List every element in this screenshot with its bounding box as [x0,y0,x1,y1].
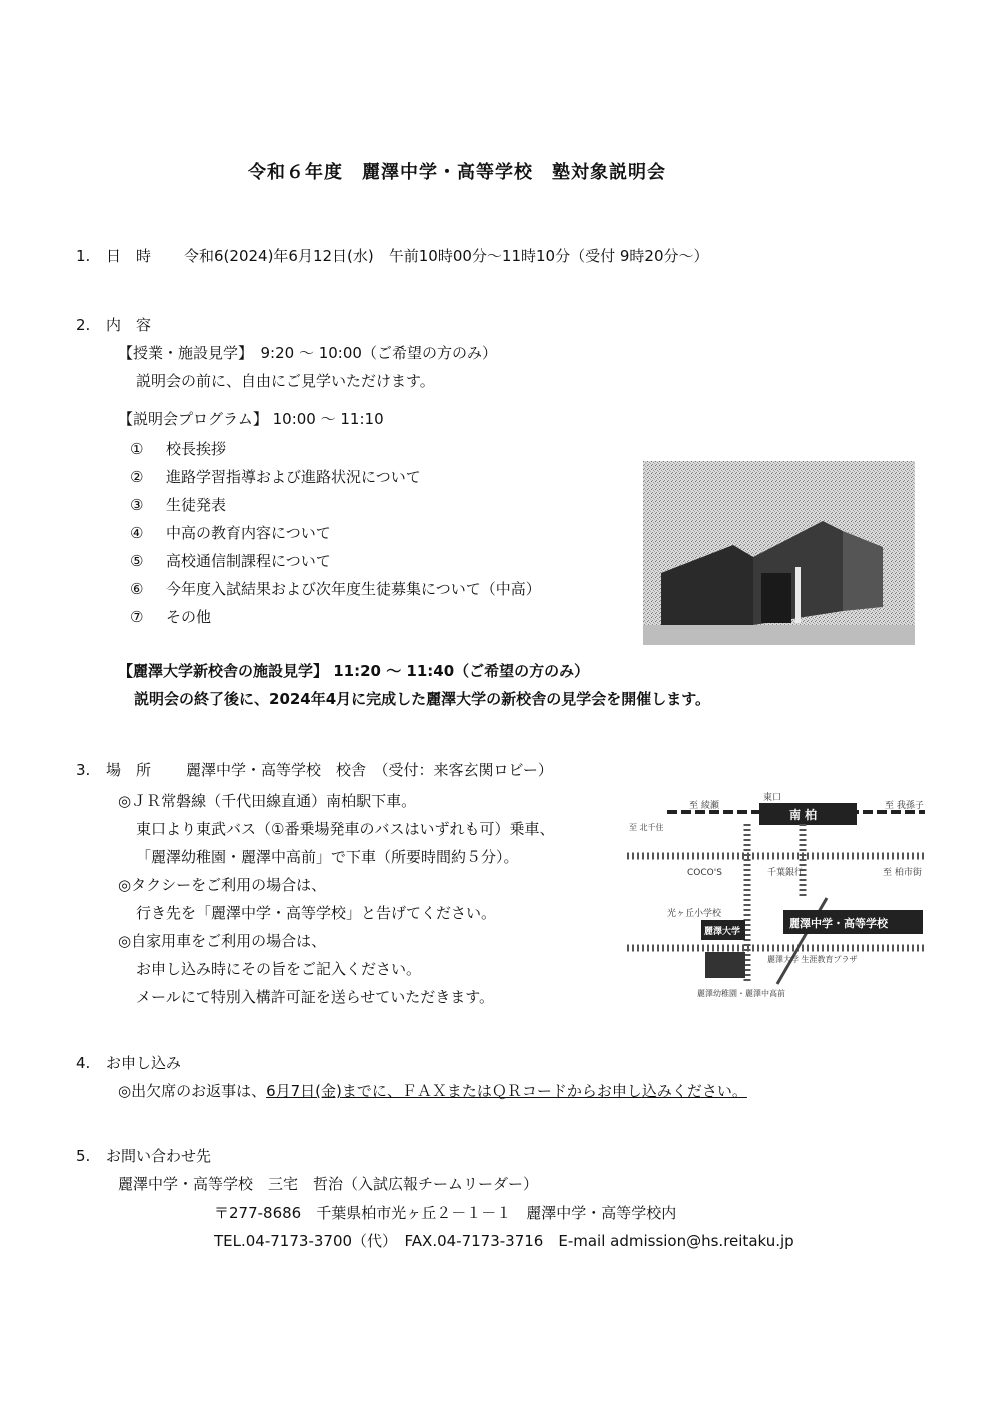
page-title: 令和６年度 麗澤中学・高等学校 塾対象説明会 [248,162,666,183]
section-4-number: 4. [76,1054,91,1072]
map-label-elementary: 光ヶ丘小学校 [667,909,722,919]
program-item: 生徒発表 [166,496,227,514]
map-label-cocos: COCO'S [687,868,722,878]
section-3-number: 3. [76,761,91,779]
access-line: メールにて特別入構許可証を送らせていただきます。 [136,988,495,1006]
event-datetime: 令和6(2024)年6月12日(水) 午前10時00分～11時10分（受付 9時20分～） [184,247,709,265]
contact-address: 〒277-8686 千葉県柏市光ヶ丘２－１－１ 麗澤中学・高等学校内 [214,1204,677,1222]
application-prefix: ◎出欠席のお返事は、 [118,1082,267,1100]
access-line: ◎ＪＲ常磐線（千代田線直通）南柏駅下車。 [118,792,417,810]
program-item: その他 [166,608,212,626]
map-label-plaza: 麗澤大学 生涯教育プラザ [767,955,858,964]
program-item: 進路学習指導および進路状況について [166,468,421,486]
program-item: 今年度入試結果および次年度生徒募集について（中高） [166,580,541,598]
program-item-number: ④ [130,524,144,542]
program-item-number: ⑦ [130,608,144,626]
program-item-number: ③ [130,496,144,514]
program-heading: 【説明会プログラム】 10:00 ～ 11:10 [118,410,384,428]
map-label-school: 麗澤中学・高等学校 [789,917,888,930]
section-2-number: 2. [76,316,91,334]
map-label-line-right: 至 我孫子 [885,801,924,811]
map-label-station: 南 柏 [789,808,818,822]
map-label-bank: 千葉銀行 [767,868,804,878]
access-line: 行き先を「麗澤中学・高等学校」と告げてください。 [136,904,497,922]
section-5-label: お問い合わせ先 [106,1147,212,1165]
contact-phones: TEL.04-7173-3700（代） FAX.04-7173-3716 E-mail admission@hs.reitaku.jp [214,1232,794,1250]
program-item-number: ⑥ [130,580,144,598]
university-tour-heading: 【麗澤大学新校舎の施設見学】 11:20 ～ 11:40（ご希望の方のみ） [118,662,590,680]
program-item: 校長挨拶 [166,440,227,458]
program-item: 高校通信制課程について [166,552,331,570]
university-tour-description: 説明会の終了後に、2024年4月に完成した麗澤大学の新校舎の見学会を開催します。 [134,690,710,708]
section-5-number: 5. [76,1147,91,1165]
school-site-box [705,952,745,978]
section-3-label: 場 所 [106,761,152,779]
program-item-number: ② [130,468,144,486]
map-label-university: 麗澤大学 [704,927,741,937]
section-1-number: 1. [76,247,91,265]
map-label-to-kashiwa: 至 柏市街 [883,868,922,878]
map-label-line-left: 至 綾瀬 [689,801,719,811]
map-label-east-exit: 東口 [763,793,782,803]
access-line: ◎自家用車をご利用の場合は、 [118,932,327,950]
tour-description: 説明会の前に、自由にご見学いただけます。 [136,372,435,390]
map-label-to-north: 至 北千住 [629,823,664,832]
tour-heading: 【授業・施設見学】 9:20 ～ 10:00（ご希望の方のみ） [118,344,497,362]
access-line: ◎タクシーをご利用の場合は、 [118,876,327,894]
program-item-number: ⑤ [130,552,144,570]
access-map [627,788,927,1000]
map-label-bus-stop: 麗澤幼稚園・麗澤中高前 [697,989,785,998]
application-deadline: 6月7日(金) [266,1082,342,1100]
access-line: お申し込み時にその旨をご記入ください。 [136,960,422,978]
section-1-label: 日 時 [106,247,152,265]
section-2-label: 内 容 [106,316,152,334]
access-line: 東口より東武バス（①番乗場発車のバスはいずれも可）乗車、 [136,820,555,838]
school-building-photo [643,461,915,645]
program-item: 中高の教育内容について [166,524,331,542]
contact-person: 麗澤中学・高等学校 三宅 哲治（入試広報チームリーダー） [118,1175,539,1193]
map-drawing [627,788,927,1000]
building-illustration [643,461,915,645]
venue: 麗澤中学・高等学校 校舎 （受付：来客玄関ロビー） [186,761,553,779]
section-4-label: お申し込み [106,1054,182,1072]
program-item-number: ① [130,440,144,458]
application-method: までに、ＦＡＸまたはＱＲコードからお申し込みください。 [341,1082,747,1100]
access-line: 「麗澤幼稚園・麗澤中高前」で下車（所要時間約５分）。 [136,848,519,866]
application-note [118,1081,747,1101]
